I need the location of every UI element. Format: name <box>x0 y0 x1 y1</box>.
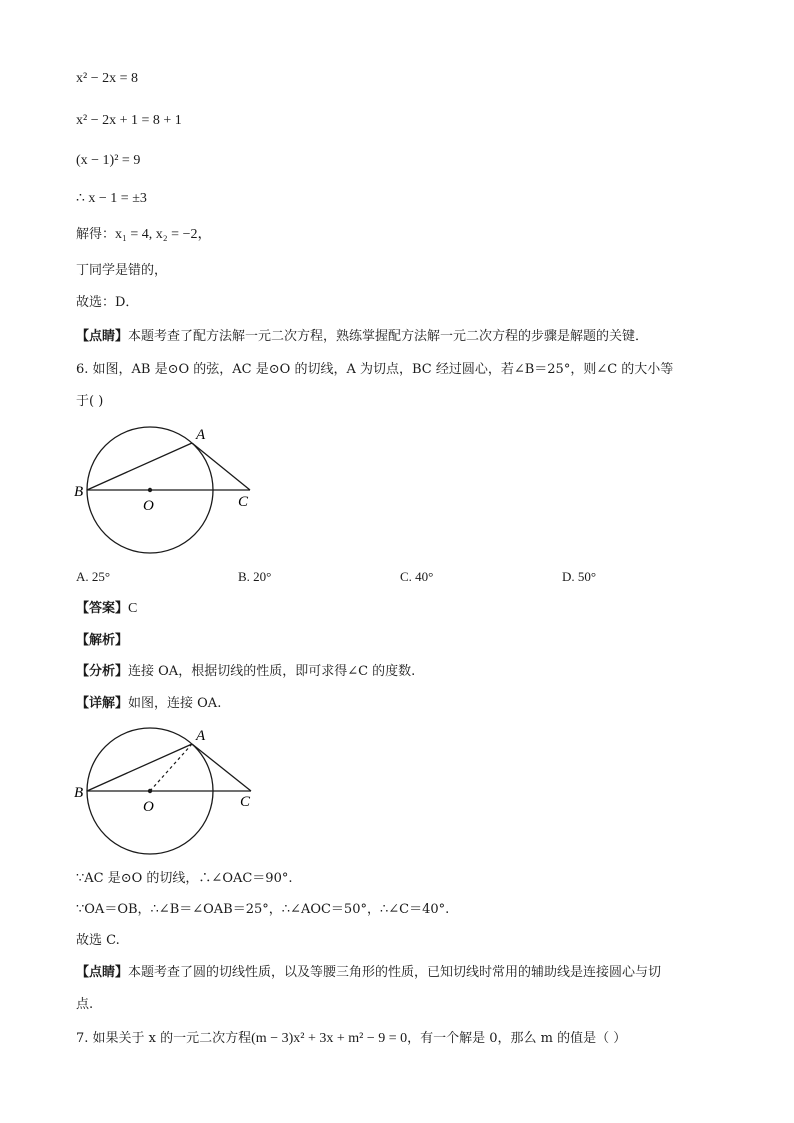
q7-stem <box>76 1030 626 1048</box>
analysis-tag: 【解析】 <box>76 633 129 648</box>
q6-note-cont: 点. <box>76 997 94 1012</box>
answer-row <box>76 600 137 618</box>
detail-chord-ab <box>87 744 192 791</box>
detail-tag: 【详解】 <box>76 696 129 711</box>
solve-prefix: 解得： <box>76 227 116 242</box>
answer-tag: 【答案】 <box>76 601 129 616</box>
detail-row <box>76 695 221 713</box>
q5-note-text: 本题考查了配方法解一元二次方程，熟练掌握配方法解一元二次方程的步骤是解题的关键． <box>128 329 649 344</box>
reason-line-2: ∵OA＝OB，∴∠B＝∠OAB＝25°，∴∠AOC＝50°，∴∠C＝40°. <box>76 902 450 917</box>
choice-d: D. 50° <box>562 569 597 584</box>
choice-c: C. 40° <box>400 569 434 584</box>
detail-label-b: B <box>74 785 84 801</box>
q6-figure <box>60 398 280 560</box>
solution-step-4: ∴ x − 1 = ±3 <box>76 191 147 206</box>
solution-step-2: x² − 2x + 1 = 8 + 1 <box>76 113 182 128</box>
q7-suffix: ，有一个解是 0，那么 m 的值是（ ） <box>407 1031 627 1046</box>
answer-line: 故选：D． <box>76 295 139 310</box>
center-point <box>148 488 152 492</box>
q6-stem-line2: 于( ) <box>76 394 104 409</box>
q7-prefix: 7. 如果关于 x 的一元二次方程 <box>76 1031 252 1046</box>
detail-label-c: C <box>240 794 251 810</box>
chord-ab <box>87 443 192 490</box>
fenxi-text: 连接 OA，根据切线的性质，即可求得∠C 的度数. <box>128 664 416 679</box>
detail-label-a: A <box>196 728 206 744</box>
detail-text: 如图，连接 OA. <box>128 696 222 711</box>
q6-note-tag: 【点睛】 <box>76 965 129 980</box>
fenxi-tag: 【分析】 <box>76 664 129 679</box>
detail-label-o: O <box>143 799 154 815</box>
detail-center-point <box>148 789 152 793</box>
q6-stem-line1: 6. 如图，AB 是⊙O 的弦，AC 是⊙O 的切线，A 为切点，BC 经过圆心，若∠B＝25°，则∠C 的大小等 <box>76 362 674 377</box>
label-a: A <box>196 427 206 443</box>
detail-tangent-ac <box>192 744 251 791</box>
q7-equation: (m − 3)x² + 3x + m² − 9 = 0 <box>251 1031 408 1046</box>
fenxi-row <box>76 663 415 681</box>
solve-line <box>76 226 211 244</box>
choose-line: 故选 C. <box>76 933 120 948</box>
detail-radius-oa <box>150 744 192 791</box>
solution-step-3: (x − 1)² = 9 <box>76 153 141 168</box>
tangent-ac <box>192 443 250 490</box>
label-c: C <box>238 494 249 510</box>
q6-note <box>76 964 661 982</box>
q5-note <box>76 328 648 346</box>
label-o: O <box>143 498 154 514</box>
q6-note-text: 本题考查了圆的切线性质，以及等腰三角形的性质，已知切线时常用的辅助线是连接圆心与切 <box>128 965 662 980</box>
choice-a: A. 25° <box>76 569 111 584</box>
q5-note-tag: 【点睛】 <box>76 329 129 344</box>
choice-b: B. 20° <box>238 569 272 584</box>
detail-figure <box>60 720 280 870</box>
reason-line-1: ∵AC 是⊙O 的切线，∴∠OAC＝90°. <box>76 871 293 886</box>
conclusion-text: 丁同学是错的， <box>76 263 168 278</box>
answer-value: C <box>128 601 138 616</box>
solve-result: x₁ = 4, x₂ = −2， <box>115 227 212 242</box>
solution-step-1: x² − 2x = 8 <box>76 71 138 86</box>
label-b: B <box>74 484 84 500</box>
